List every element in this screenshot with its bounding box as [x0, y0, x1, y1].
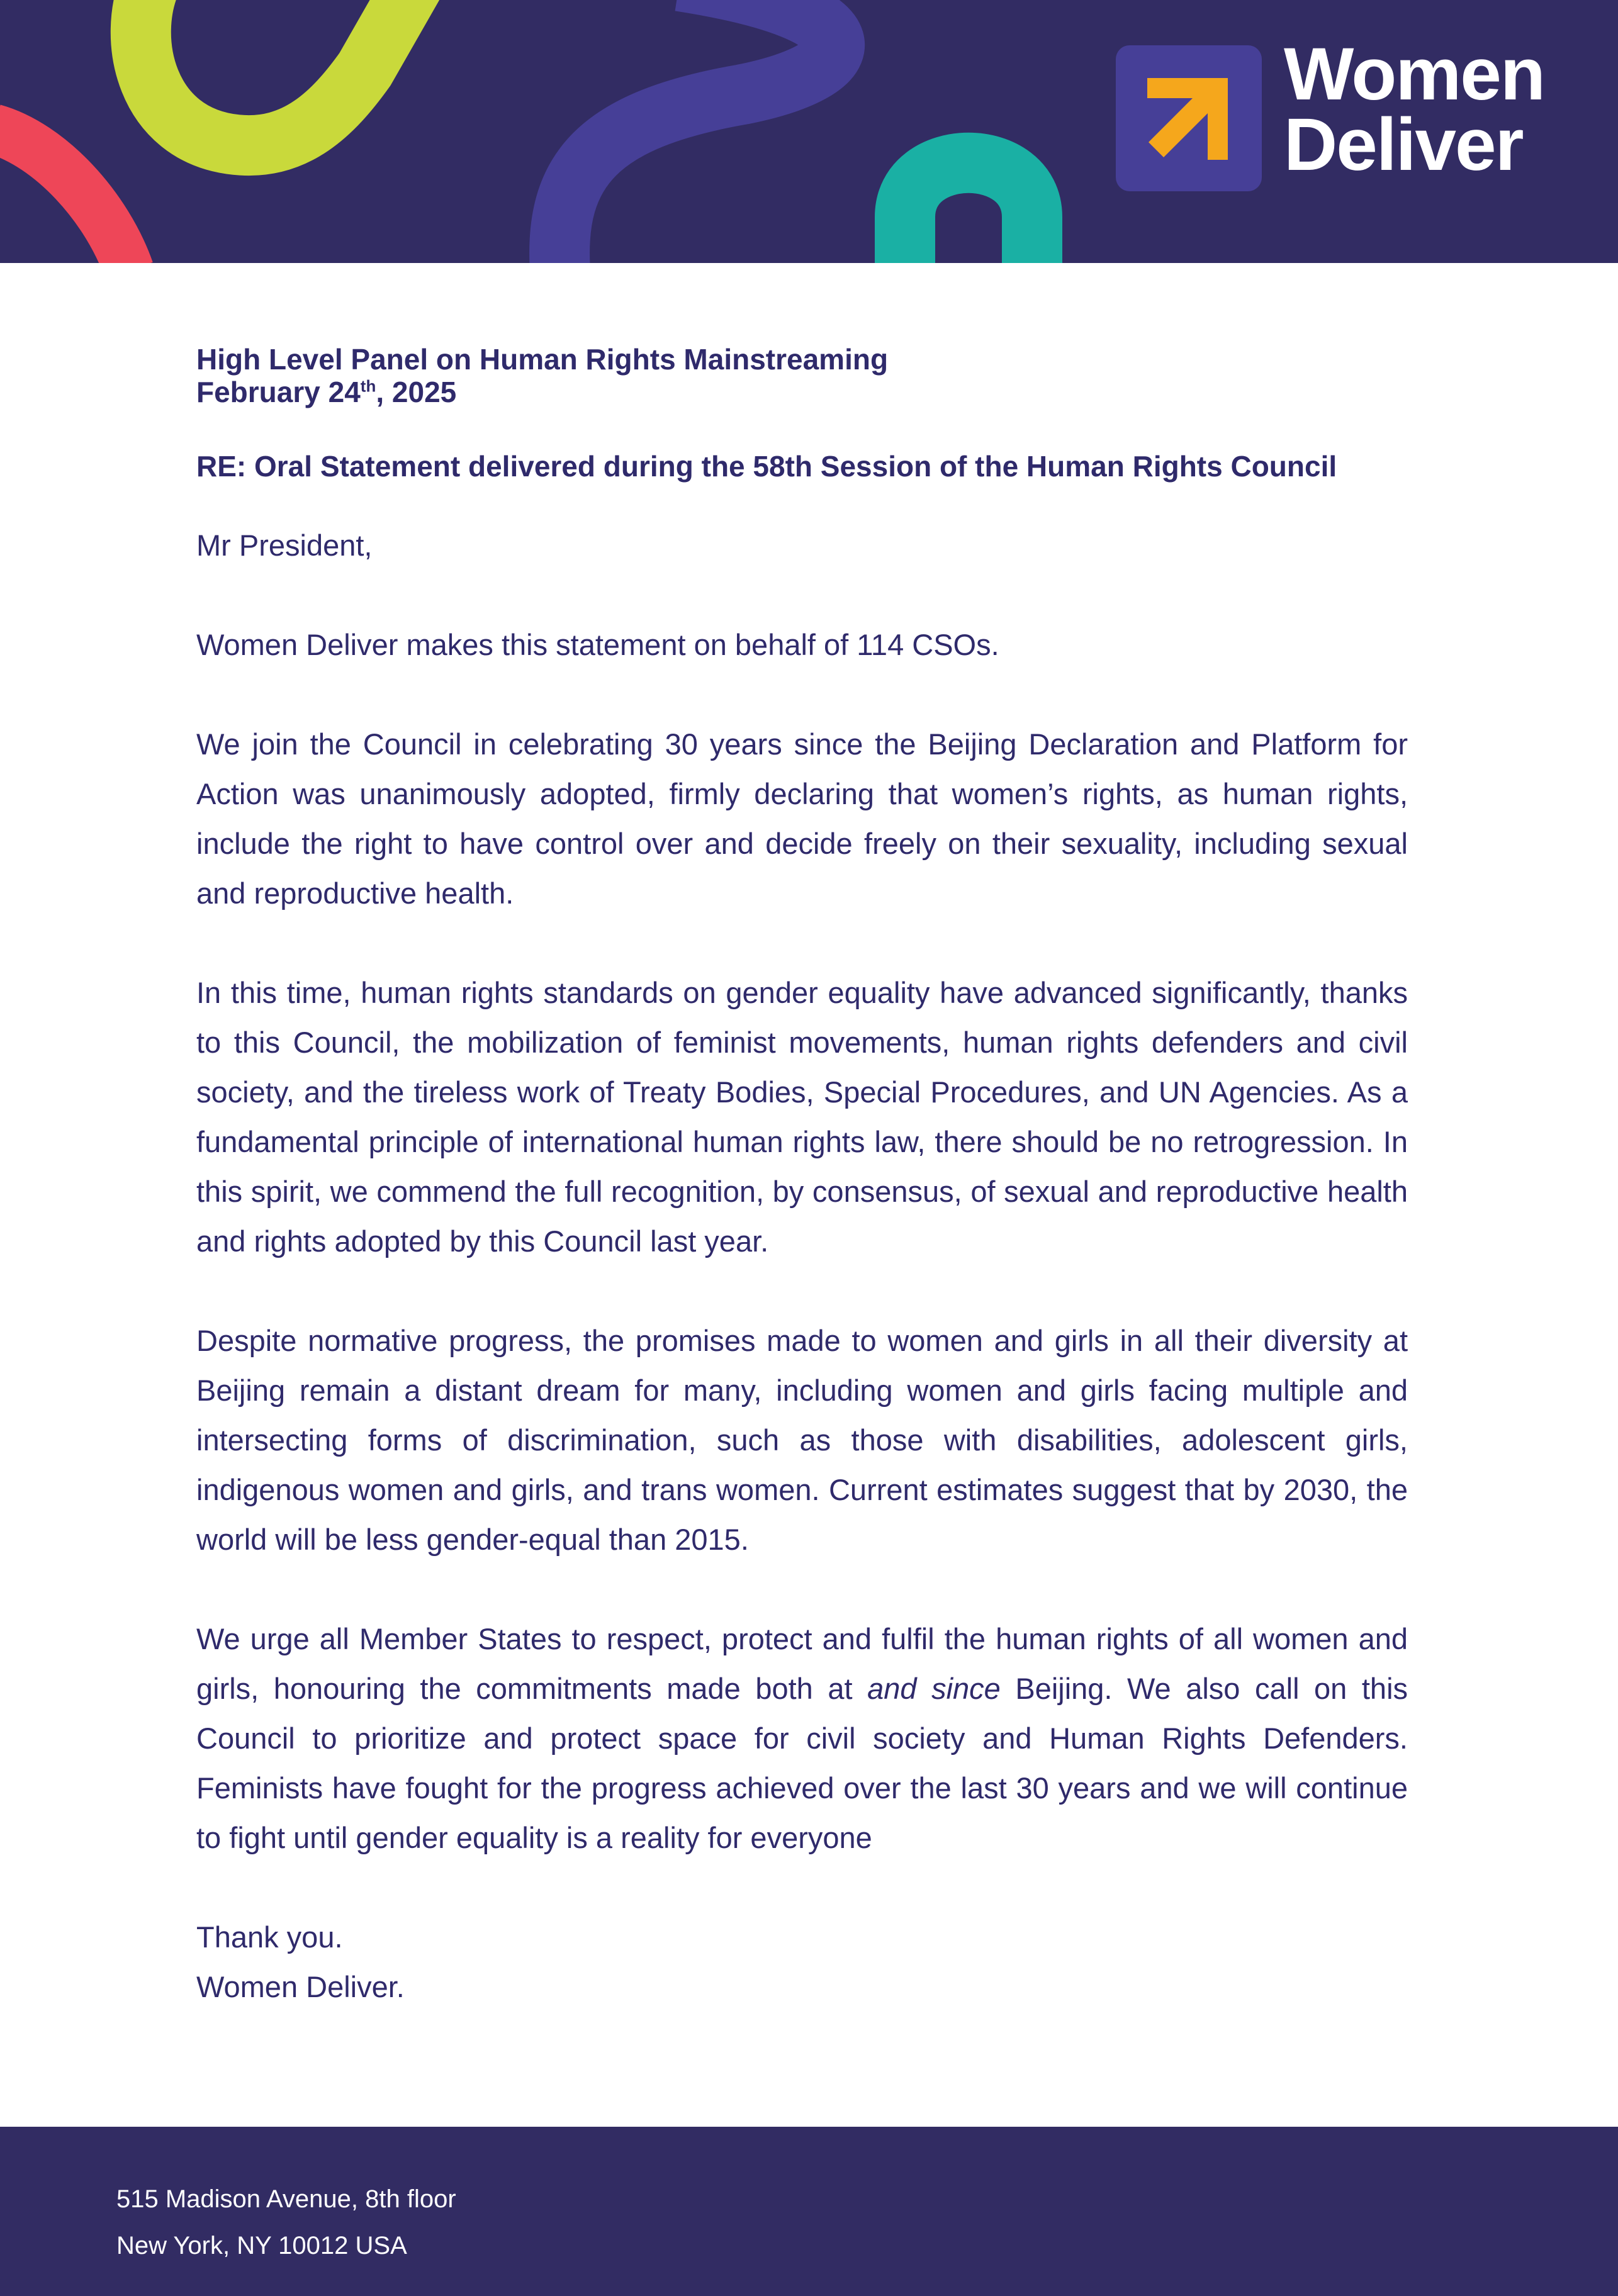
logo-mark [1116, 45, 1262, 191]
paragraph-4: Despite normative progress, the promises made to women and girls in all their diversity at Beijing remain a distant dream for many, including women and girls facing multiple and intersecting forms of discrimination, such as those with disabilities, adolescent girls, indigenous women and girls, and trans women. Current estimates suggest that by 2030, the world will be less gender-equal than 2015. [196, 1324, 1408, 1556]
subject-line: RE: Oral Statement delivered during the 58th Session of the Human Rights Council [196, 450, 1337, 483]
salutation: Mr President, [196, 529, 373, 562]
arrow-up-right-icon [1116, 45, 1262, 191]
paragraph-5 [196, 1614, 1408, 1862]
logo-line-2: Deliver [1284, 103, 1523, 186]
letterhead-footer [0, 2127, 1618, 2296]
date-year: , 2025 [376, 376, 457, 408]
paragraph-5-emphasis: and since [867, 1672, 1001, 1705]
letterhead-banner [0, 0, 1618, 263]
date-main: February 24 [196, 376, 361, 408]
paragraph-3: In this time, human rights standards on gender equality have advanced significantly, thanks to this Council, the mobilization of feminist movements, human rights defenders and civil society, and the tireless work of Treaty Bodies, Special Procedures, and UN Agencies. As a fundamental principle of international human rights law, there should be no retrogression. In this spirit, we commend the full recognition, by consensus, of sexual and reproductive health and rights adopted by this Council last year. [196, 976, 1408, 1258]
signature: Women Deliver. [196, 1970, 405, 2003]
date-ordinal: th [360, 376, 376, 396]
address-line-2: New York, NY 10012 USA [116, 2232, 407, 2260]
paragraph-1: Women Deliver makes this statement on behalf of 114 CSOs. [196, 628, 999, 661]
closing: Thank you. [196, 1920, 343, 1954]
paragraph-2: We join the Council in celebrating 30 years since the Beijing Declaration and Platform for Action was unanimously adopted, firmly declaring that women’s rights, as human rights, include the right to have control over and decide freely on their sexuality, including sexual and reproductive health. [196, 727, 1408, 910]
address-line-1: 515 Madison Avenue, 8th floor [116, 2185, 456, 2213]
lime-hook [141, 0, 415, 145]
logo-line-1: Women [1284, 33, 1544, 116]
coral-arc [0, 129, 129, 263]
paragraph-5-part-1: We urge all Member States to respect, protect and fulfil the human rights of all women and girls, honouring the commitments made both at [196, 1622, 1408, 1705]
indigo-wave [559, 0, 834, 263]
address [116, 2176, 456, 2269]
decorative-shapes [0, 0, 1082, 263]
teal-arch [905, 163, 1032, 263]
paragraph-5-part-2: Beijing. We also call on this Council to prioritize and protect space for civil society and Human Rights Defenders. Feminists have fought for the progress achieved over the last 30 years and we will continue to fight until gender equality is a reality for everyone [196, 1672, 1408, 1854]
logo-wordmark [1284, 33, 1544, 186]
panel-title: High Level Panel on Human Rights Mainstreaming [196, 343, 889, 376]
letter-date [196, 376, 1408, 408]
letter-body [196, 343, 1408, 2012]
